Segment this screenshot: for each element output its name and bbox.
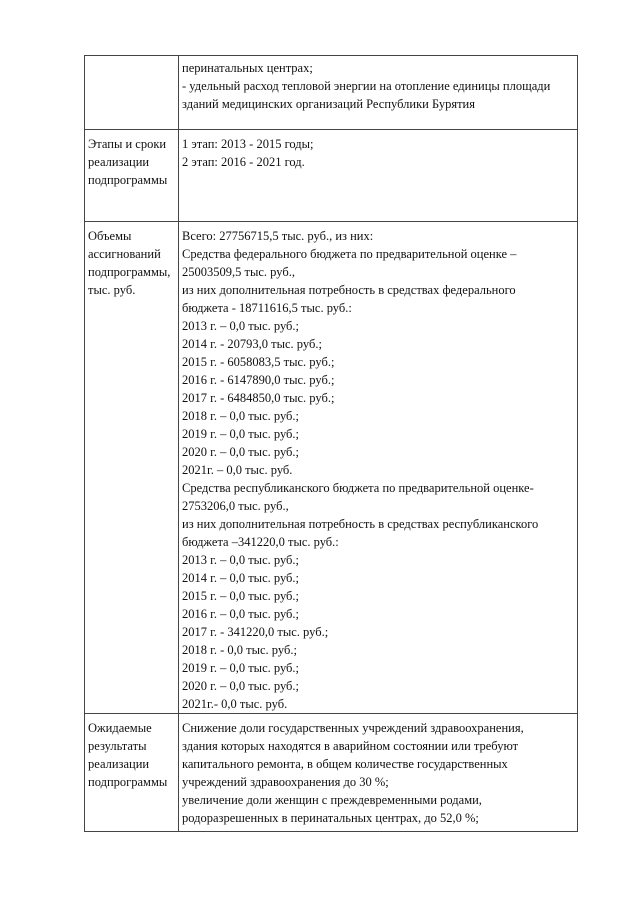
label-line: Этапы и сроки: [88, 137, 167, 151]
content-line: увеличение доли женщин с преждевременными родами,: [182, 793, 482, 807]
row-label-cell: [85, 130, 179, 222]
row-content-cell: [179, 222, 578, 714]
content-line: учреждений здравоохранения до 30 %;: [182, 775, 389, 789]
label-line: подпрограммы,: [88, 265, 171, 279]
row-content-cell: [179, 56, 578, 130]
label-line: Объемы: [88, 229, 132, 243]
content-line: капитального ремонта, в общем количестве государственных: [182, 757, 508, 771]
subprogram-passport-table: [84, 55, 578, 832]
label-line: подпрограммы: [88, 775, 168, 789]
table-row-expected-results: [85, 714, 578, 832]
content-line: 2 этап: 2016 - 2021 год.: [182, 155, 305, 169]
row-label-cell: [85, 56, 179, 130]
content-line: 2019 г. – 0,0 тыс. руб.;: [182, 661, 300, 675]
content-line: Средства федерального бюджета по предварительной оценке –: [182, 247, 517, 261]
content-line: Снижение доли государственных учреждений здравоохранения,: [182, 721, 524, 735]
label-line: реализации: [88, 155, 150, 169]
row-label-cell: [85, 222, 179, 714]
content-line: 25003509,5 тыс. руб.,: [182, 265, 295, 279]
row-label-cell: [85, 714, 179, 832]
content-line: из них дополнительная потребность в средствах республиканского: [182, 517, 539, 531]
content-line: 2021г.- 0,0 тыс. руб.: [182, 697, 288, 711]
content-line: Всего: 27756715,5 тыс. руб., из них:: [182, 229, 374, 243]
row-content-cell: [179, 130, 578, 222]
content-line: из них дополнительная потребность в средствах федерального: [182, 283, 516, 297]
label-line: тыс. руб.: [88, 283, 136, 297]
content-line: бюджета - 18711616,5 тыс. руб.:: [182, 301, 352, 315]
content-line: 2018 г. – 0,0 тыс. руб.;: [182, 409, 300, 423]
label-line: ассигнований: [88, 247, 161, 261]
content-line: 2014 г. – 0,0 тыс. руб.;: [182, 571, 300, 585]
label-line: реализации: [88, 757, 150, 771]
content-line: 2018 г. - 0,0 тыс. руб.;: [182, 643, 297, 657]
content-line: Средства республиканского бюджета по предварительной оценке-: [182, 481, 534, 495]
content-line: - удельный расход тепловой энергии на отопление единицы площади: [182, 79, 551, 93]
content-line: 2016 г. – 0,0 тыс. руб.;: [182, 607, 300, 621]
content-line: 2017 г. - 341220,0 тыс. руб.;: [182, 625, 329, 639]
content-line: 2017 г. - 6484850,0 тыс. руб.;: [182, 391, 335, 405]
content-line: 2020 г. – 0,0 тыс. руб.;: [182, 679, 300, 693]
content-line: 2013 г. – 0,0 тыс. руб.;: [182, 319, 300, 333]
label-line: Ожидаемые: [88, 721, 152, 735]
content-line: здания которых находятся в аварийном состоянии или требуют: [182, 739, 519, 753]
content-line: 1 этап: 2013 - 2015 годы;: [182, 137, 314, 151]
content-line: 2013 г. – 0,0 тыс. руб.;: [182, 553, 300, 567]
table-row-funding: [85, 222, 578, 714]
content-line: 2016 г. - 6147890,0 тыс. руб.;: [182, 373, 335, 387]
content-line: родоразрешенных в перинатальных центрах, до 52,0 %;: [182, 811, 479, 825]
content-line: зданий медицинских организаций Республики Бурятия: [182, 97, 475, 111]
row-content-cell: [179, 714, 578, 832]
content-line: 2015 г. – 0,0 тыс. руб.;: [182, 589, 300, 603]
content-line: бюджета –341220,0 тыс. руб.:: [182, 535, 339, 549]
content-line: 2021г. – 0,0 тыс. руб.: [182, 463, 293, 477]
content-line: 2019 г. – 0,0 тыс. руб.;: [182, 427, 300, 441]
table-row-stages: [85, 130, 578, 222]
label-line: результаты: [88, 739, 147, 753]
label-line: подпрограммы: [88, 173, 168, 187]
content-line: 2020 г. – 0,0 тыс. руб.;: [182, 445, 300, 459]
content-line: 2015 г. - 6058083,5 тыс. руб.;: [182, 355, 335, 369]
content-line: 2753206,0 тыс. руб.,: [182, 499, 289, 513]
content-line: перинатальных центрах;: [182, 61, 313, 75]
content-line: 2014 г. - 20793,0 тыс. руб.;: [182, 337, 322, 351]
table-row-continuation: [85, 56, 578, 130]
